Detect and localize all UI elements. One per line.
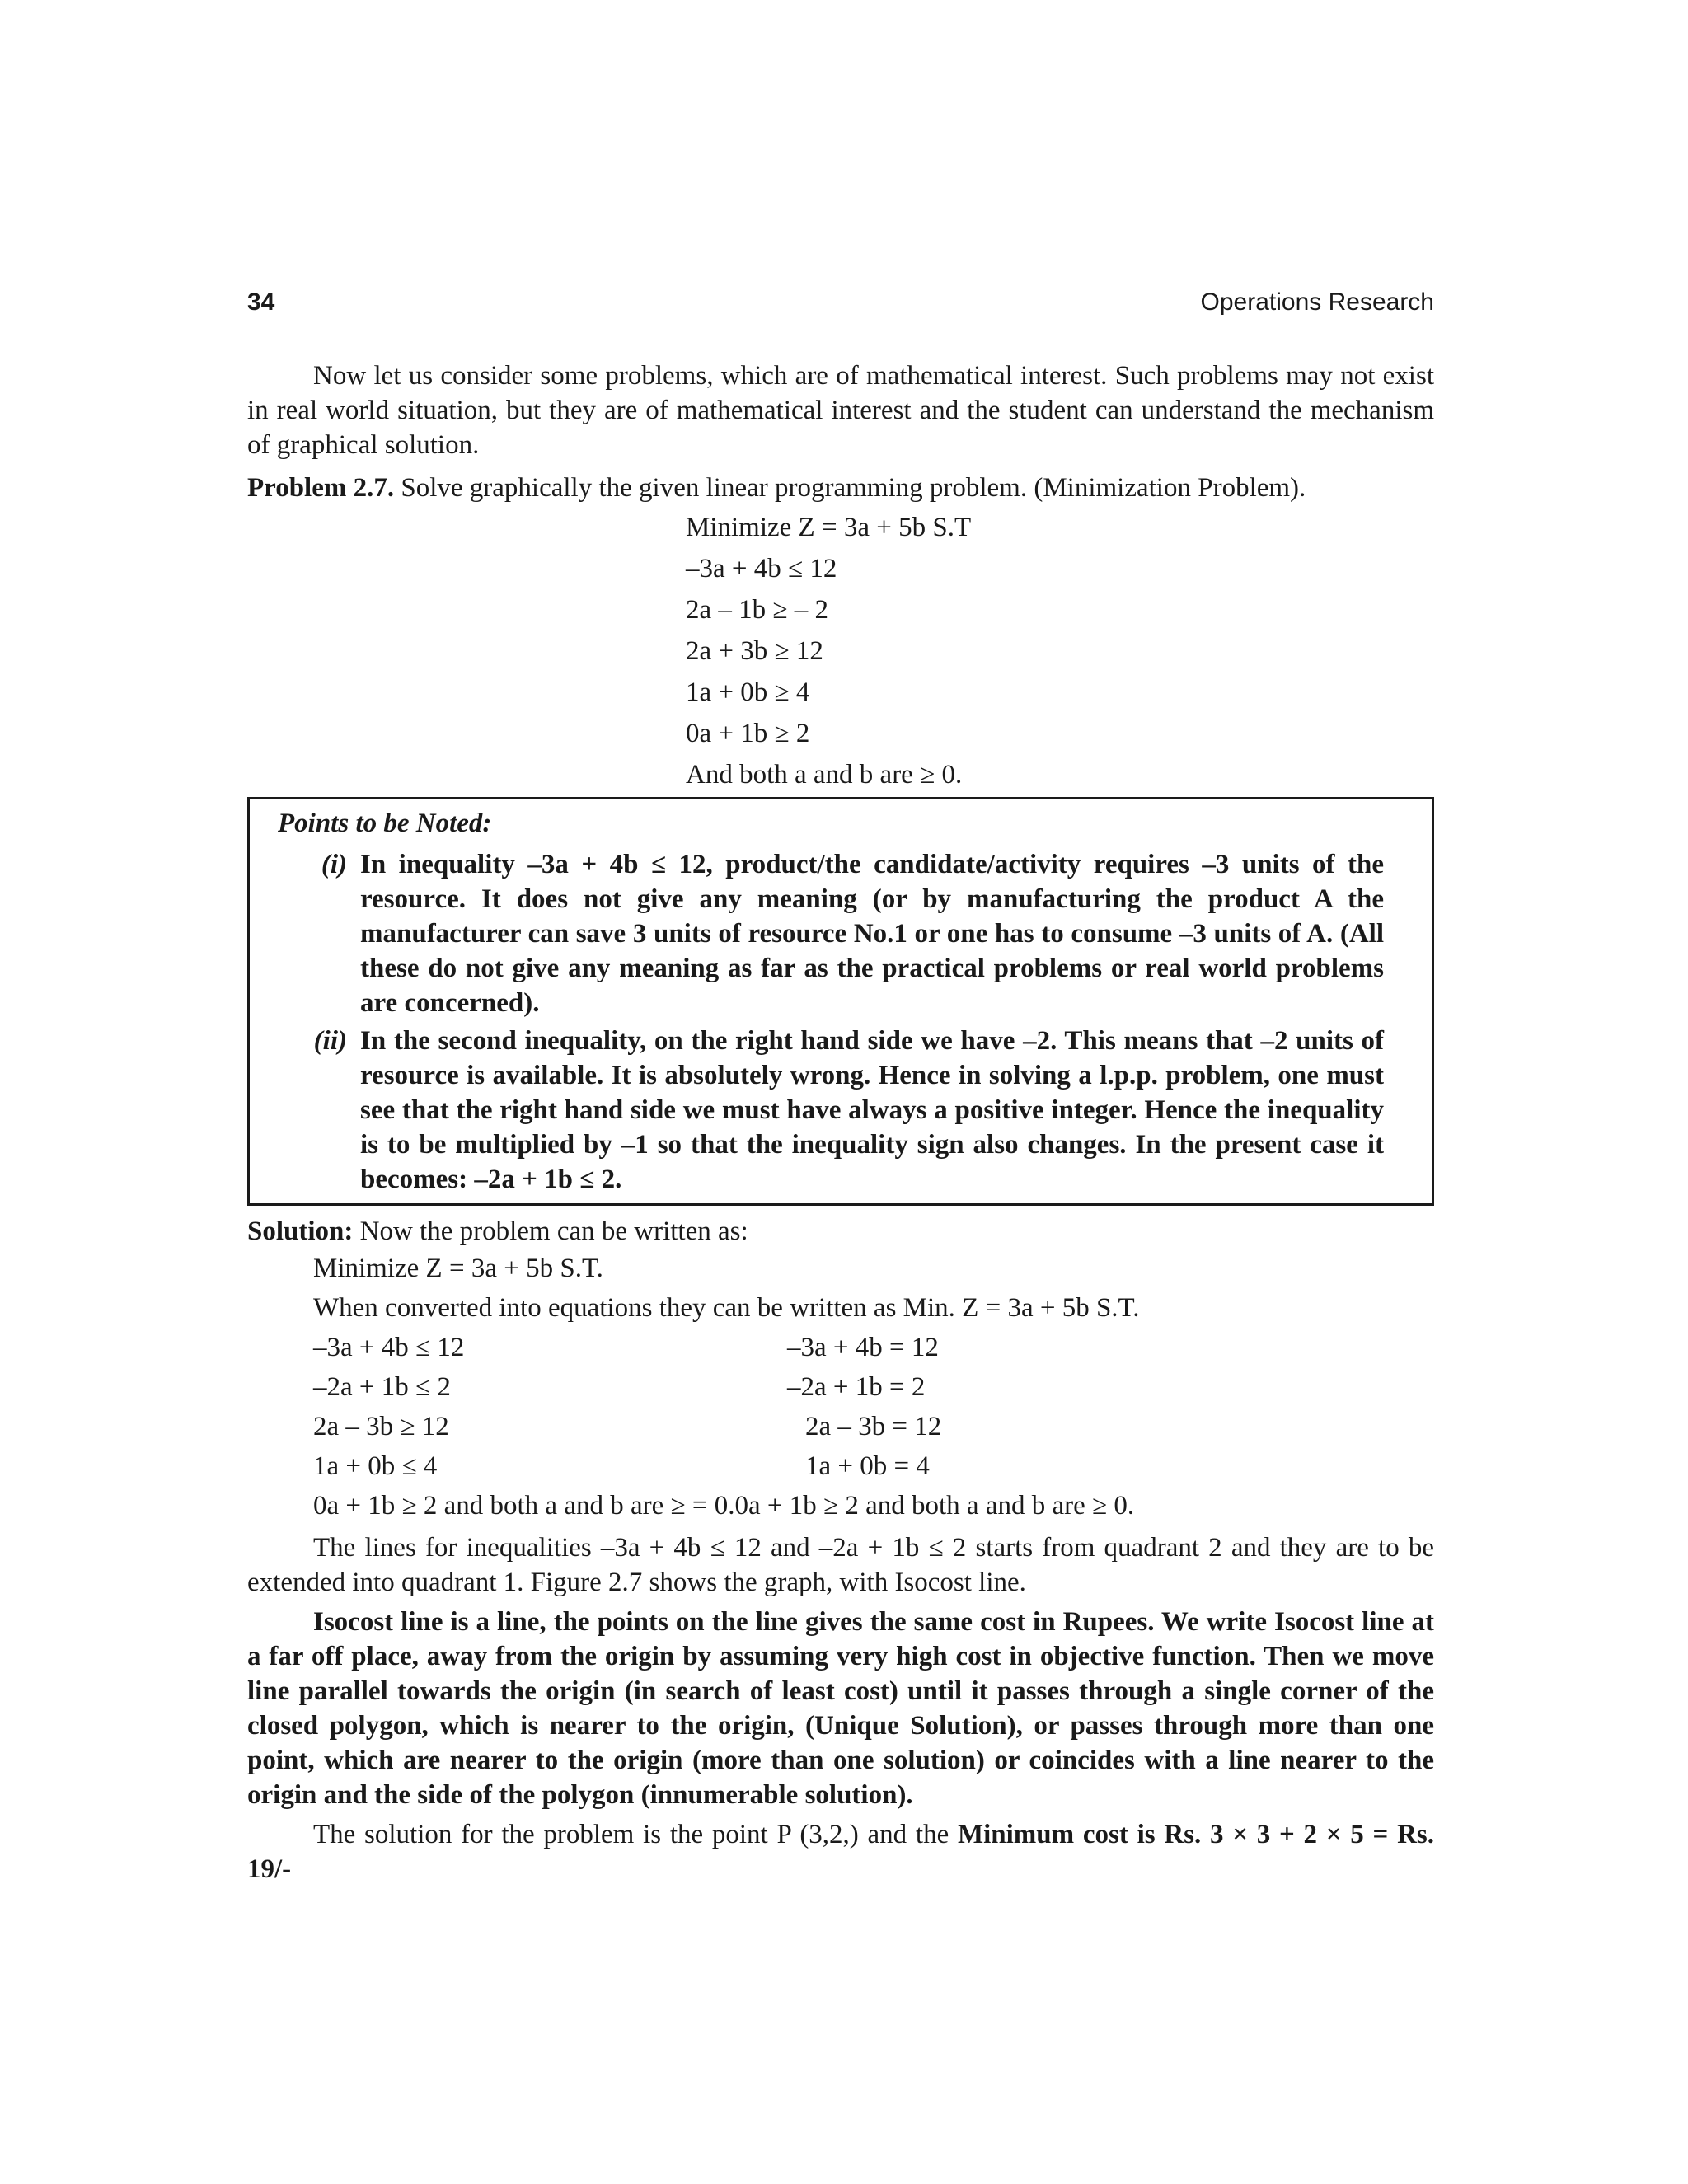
note-number: (ii) [313, 1026, 347, 1056]
solution-objective: Minimize Z = 3a + 5b S.T. [313, 1254, 603, 1283]
problem-equations [686, 507, 1434, 795]
minimum-cost: Minimum cost is Rs. 3 × 3 + 2 × 5 = Rs. 19/- [247, 1820, 1434, 1884]
note-text: In the second inequality, on the right hand side we have –2. This means that –2 units of resource is available. It is absolutely wrong. Hence in solving a l.p.p. problem, one must see that the right hand side we must have always a positive integer. Hence the inequality is to be multiplied by –1 so that the inequality sign also changes. In the present case it becomes: –2a + 1b ≤ 2. [360, 1026, 1384, 1194]
constraint-line: 1a + 0b ≥ 4 [686, 677, 810, 707]
box-title: Points to be Noted: [278, 808, 492, 838]
problem-text: Solve graphically the given linear programming problem. (Minimization Problem). [394, 473, 1306, 503]
inequality: 2a – 3b ≥ 12 [313, 1412, 449, 1441]
problem-label: Problem 2.7. [247, 473, 395, 503]
equation-pair [313, 1328, 1434, 1367]
final-solution-text: The solution for the problem is the point P (3,2,) and the [313, 1820, 958, 1849]
note-item [278, 847, 1384, 1020]
problem-statement [247, 471, 1434, 505]
non-negativity-line: 0a + 1b ≥ 2 and both a and b are ≥ = 0.0a + 1b ≥ 2 and both a and b are ≥ 0. [313, 1491, 1135, 1521]
constraint-line: 2a – 1b ≥ – 2 [686, 595, 829, 625]
inequality: –2a + 1b ≤ 2 [313, 1372, 451, 1402]
equation-pair [313, 1367, 1434, 1407]
constraint-line: 0a + 1b ≥ 2 [686, 719, 810, 748]
final-solution [247, 1817, 1434, 1886]
non-negativity: And both a and b are ≥ 0. [686, 760, 963, 790]
intro-paragraph: Now let us consider some problems, which are of mathematical interest. Such problems may not exist in real world situation, but they are of mathematical interest and the student can understand the mechanism of graphical solution. [247, 361, 1434, 460]
running-title: Operations Research [1200, 288, 1434, 316]
solution-lead: Now the problem can be written as: [353, 1216, 748, 1246]
note-text: In inequality –3a + 4b ≤ 12, product/the candidate/activity requires –3 units of the resource. It does not give any meaning (or by manufacturing the product A the manufacturer can save 3 units of resource No.1 or one has to consume –3 units of A. (All these do not give any meaning as far as the practical problems or real world problems are concerned). [360, 850, 1384, 1018]
solution-label: Solution: [247, 1216, 354, 1246]
constraint-line: –3a + 4b ≤ 12 [686, 554, 837, 583]
equation: 2a – 3b = 12 [805, 1412, 942, 1441]
isocost-paragraph: Isocost line is a line, the points on the line gives the same cost in Rupees. We write Isocost line at a far off place, away from the origin by assuming very high cost in objective function. Then we move line parallel towards the origin (in search of least cost) until it passes through a single corner of the closed polygon, which is nearer to the origin, (Unique Solution), or passes through more than one point, which are nearer to the origin (more than one solution) or coincides with a line nearer to the origin and the side of the polygon (innumerable solution). [247, 1607, 1434, 1810]
equation-pair [313, 1407, 1434, 1446]
equation: 1a + 0b = 4 [805, 1451, 930, 1481]
quadrant-paragraph: The lines for inequalities –3a + 4b ≤ 12 and –2a + 1b ≤ 2 starts from quadrant 2 and they are to be extended into quadrant 1. Figure 2.7 shows the graph, with Isocost line. [247, 1533, 1434, 1597]
page-header [247, 288, 1434, 316]
equation: –2a + 1b = 2 [787, 1372, 926, 1402]
converted-statement: When converted into equations they can be written as Min. Z = 3a + 5b S.T. [313, 1293, 1140, 1323]
objective-function: Minimize Z = 3a + 5b S.T [686, 513, 972, 542]
solution-heading [247, 1214, 1434, 1249]
note-item [278, 1024, 1384, 1197]
inequality: 1a + 0b ≤ 4 [313, 1451, 438, 1481]
equation-pair [313, 1446, 1434, 1486]
constraint-line: 2a + 3b ≥ 12 [686, 636, 823, 666]
page-number: 34 [247, 288, 275, 316]
points-to-note-box [247, 797, 1434, 1206]
page-body [247, 359, 1434, 1886]
note-number: (i) [321, 850, 347, 879]
inequality: –3a + 4b ≤ 12 [313, 1333, 465, 1362]
equation: –3a + 4b = 12 [787, 1333, 939, 1362]
